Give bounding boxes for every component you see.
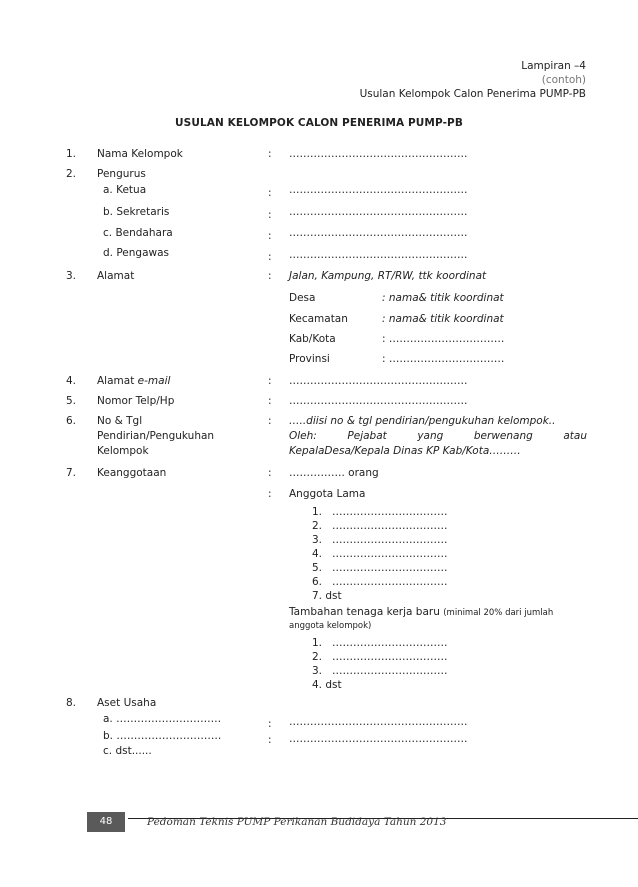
list-item-dst: 4. dst — [312, 679, 342, 691]
colon: : — [268, 187, 272, 199]
kecamatan-value: : nama& titik koordinat — [382, 313, 504, 325]
colon: : — [268, 209, 272, 221]
list-item[interactable]: 6. …………………………… — [312, 576, 448, 588]
telp-field[interactable]: …………………………………………… — [289, 395, 468, 407]
kab-kota-label: Kab/Kota — [289, 333, 336, 345]
item-number: 3. — [66, 270, 77, 282]
tambahan-label: Tambahan tenaga kerja baru (minimal 20% dari jumlah — [289, 606, 554, 618]
bendahara-label: c. Bendahara — [103, 227, 173, 239]
alamat-label: Alamat — [97, 270, 135, 282]
list-item[interactable]: 2. …………………………… — [312, 651, 448, 663]
item-number: 7. — [66, 467, 77, 479]
kab-kota-field[interactable]: : …………………………… — [382, 333, 505, 345]
tambahan-note: anggota kelompok) — [289, 621, 372, 631]
header-subtitle: Usulan Kelompok Calon Penerima PUMP-PB — [359, 88, 586, 100]
aset-usaha-label: Aset Usaha — [97, 697, 157, 709]
aset-a-value-field[interactable]: …………………………………………… — [289, 716, 468, 728]
jumlah-orang-field[interactable]: ……………. orang — [289, 467, 379, 479]
nomor-telp-label: Nomor Telp/Hp — [97, 395, 175, 407]
bendahara-field[interactable]: …………………………………………… — [289, 227, 468, 239]
provinsi-field[interactable]: : …………………………… — [382, 353, 505, 365]
list-item[interactable]: 1. …………………………… — [312, 506, 448, 518]
colon: : — [268, 415, 272, 427]
aset-b-value-field[interactable]: …………………………………………… — [289, 733, 468, 745]
list-item[interactable]: 3. …………………………… — [312, 534, 448, 546]
anggota-lama-label: Anggota Lama — [289, 488, 366, 500]
pendirian-label: Pendirian/Pengukuhan — [97, 430, 215, 442]
sekretaris-field[interactable]: …………………………………………… — [289, 206, 468, 218]
item-number: 4. — [66, 375, 77, 387]
colon: : — [268, 251, 272, 263]
desa-label: Desa — [289, 292, 316, 304]
pengawas-label: d. Pengawas — [103, 247, 170, 259]
alamat-email-label: Alamat e-mail — [97, 375, 171, 387]
no-tgl-label: No & Tgl — [97, 415, 143, 427]
page-number: 48 — [87, 812, 125, 832]
provinsi-label: Provinsi — [289, 353, 330, 365]
desa-value: : nama& titik koordinat — [382, 292, 504, 304]
aset-a-field[interactable]: a. ………………………… — [103, 713, 222, 725]
pendirian-value: …..diisi no & tgl pendirian/pengukuhan kelompok.. — [289, 415, 556, 427]
kecamatan-label: Kecamatan — [289, 313, 348, 325]
nama-kelompok-label: Nama Kelompok — [97, 148, 183, 160]
list-item[interactable]: 4. …………………………… — [312, 548, 448, 560]
colon: : — [268, 718, 272, 730]
colon: : — [268, 270, 272, 282]
colon: : — [268, 375, 272, 387]
item-number: 1. — [66, 148, 77, 160]
ketua-field[interactable]: …………………………………………… — [289, 184, 468, 196]
item-number: 2. — [66, 168, 77, 180]
item-number: 8. — [66, 697, 77, 709]
pengawas-field[interactable]: …………………………………………… — [289, 249, 468, 261]
keanggotaan-label: Keanggotaan — [97, 467, 167, 479]
contoh-label: (contoh) — [541, 74, 586, 86]
pengurus-label: Pengurus — [97, 168, 146, 180]
colon: : — [268, 734, 272, 746]
document-title: USULAN KELOMPOK CALON PENERIMA PUMP-PB — [175, 117, 463, 129]
item-number: 5. — [66, 395, 77, 407]
list-item[interactable]: 2. …………………………… — [312, 520, 448, 532]
colon: : — [268, 488, 272, 500]
kelompok-label: Kelompok — [97, 445, 149, 457]
list-item-dst: 7. dst — [312, 590, 342, 602]
alamat-value: Jalan, Kampung, RT/RW, ttk koordinat — [289, 270, 487, 282]
footer-text: Pedoman Teknis PUMP Perikanan Budidaya Tahun 2013 — [147, 816, 447, 828]
list-item[interactable]: 5. …………………………… — [312, 562, 448, 574]
email-field[interactable]: …………………………………………… — [289, 375, 468, 387]
aset-b-field[interactable]: b. ………………………… — [103, 730, 222, 742]
colon: : — [268, 395, 272, 407]
list-item[interactable]: 3. …………………………… — [312, 665, 448, 677]
colon: : — [268, 230, 272, 242]
ketua-label: a. Ketua — [103, 184, 147, 196]
lampiran-label: Lampiran –4 — [521, 60, 586, 72]
sekretaris-label: b. Sekretaris — [103, 206, 170, 218]
nama-kelompok-field[interactable]: …………………………………………… — [289, 148, 468, 160]
aset-c-label: c. dst...... — [103, 745, 152, 757]
list-item[interactable]: 1. …………………………… — [312, 637, 448, 649]
item-number: 6. — [66, 415, 77, 427]
pejabat-value: Oleh: Pejabat yang berwenang atau — [289, 430, 587, 442]
colon: : — [268, 148, 272, 160]
colon: : — [268, 467, 272, 479]
kepala-value: KepalaDesa/Kepala Dinas KP Kab/Kota……… — [289, 445, 521, 457]
